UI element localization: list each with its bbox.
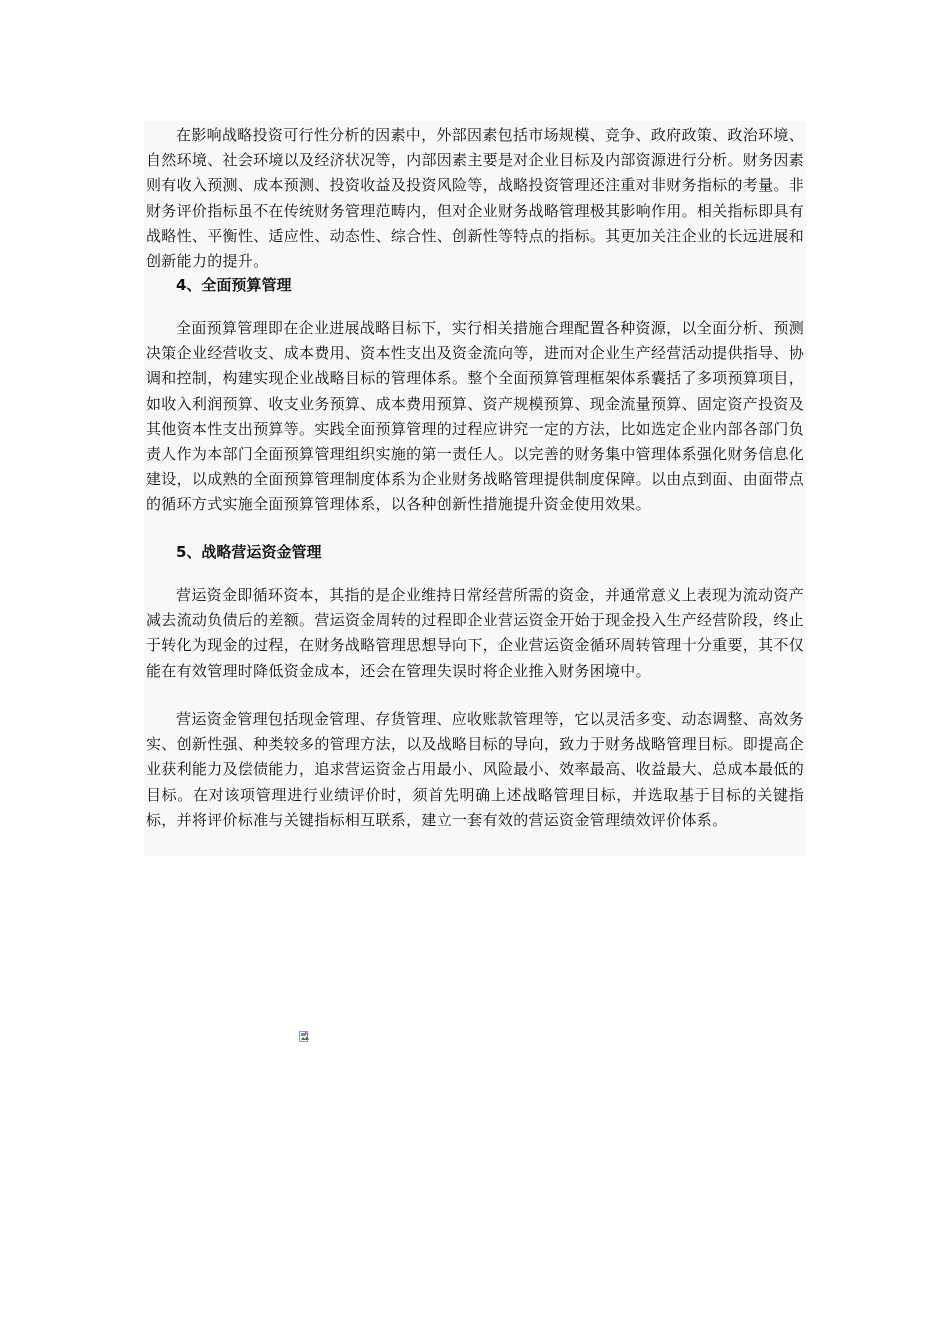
paragraph-investment-factors: 在影响战略投资可行性分析的因素中，外部因素包括市场规模、竞争、政府政策、政治环境、自然环境、社会环境以及经济状况等，内部因素主要是对企业目标及内部资源进行分析。财务因素则有收入预测、成本预测、投资收益及投资风险等，战略投资管理还注重对非财务指标的考量。非财务评价指标虽不在传统财务管理范畴内，但对企业财务战略管理极其影响作用。相关指标即具有战略性、平衡性、适应性、动态性、综合性、创新性等特点的指标。其更加关注企业的长远进展和创新能力的提升。 xyxy=(146,126,804,271)
paragraph-working-capital-definition: 营运资金即循环资本，其指的是企业维持日常经营所需的资金，并通常意义上表现为流动资产减去流动负债后的差额。营运资金周转的过程即企业营运资金开始于现金投入生产经营阶段，终止于转化为现金的过程，在财务战略管理思想导向下，企业营运资金循环周转管理十分重要，其不仅能在有效管理时降低资金成本，还会在管理失误时将企业推入财务困境中。 xyxy=(146,586,804,680)
section-heading-budget: 4、全面预算管理 xyxy=(176,276,292,294)
paragraph-budget-management: 全面预算管理即在企业进展战略目标下，实行相关措施合理配置各种资源，以全面分析、预测决策企业经营收支、成本费用、资本性支出及资金流向等，进而对企业生产经营活动提供指导、协调和控制，构建实现企业战略目标的管理体系。整个全面预算管理框架体系囊括了多项预算项目，如收入利润预算、收支业务预算、成本费用预算、资产规模预算、现金流量预算、固定资产投资及其他资本性支出预算等。实践全面预算管理的过程应讲究一定的方法，比如选定企业内部各部门负责人作为本部门全面预算管理组织实施的第一责任人。以完善的财务集中管理体系强化财务信息化建设，以成熟的全面预算管理制度体系为企业财务战略管理提供制度保障。以由点到面、由面带点的循环方式实施全面预算管理体系，以各种创新性措施提升资金使用效果。 xyxy=(146,319,804,514)
paragraph-working-capital-management: 营运资金管理包括现金管理、存货管理、应收账款管理等，它以灵活多变、动态调整、高效务实、创新性强、种类较多的管理方法，以及战略目标的导向，致力于财务战略管理目标。即提高企业获利能力及偿债能力，追求营运资金占用最小、风险最小、效率最高、收益最大、总成本最低的目标。在对该项管理进行业绩评价时，须首先明确上述战略管理目标，并选取基于目标的关键指标，并将评价标准与关键指标相互联系，建立一套有效的营运资金管理绩效评价体系。 xyxy=(146,710,804,829)
section-heading-working-capital: 5、战略营运资金管理 xyxy=(176,543,322,561)
broken-image-icon xyxy=(299,1030,310,1042)
